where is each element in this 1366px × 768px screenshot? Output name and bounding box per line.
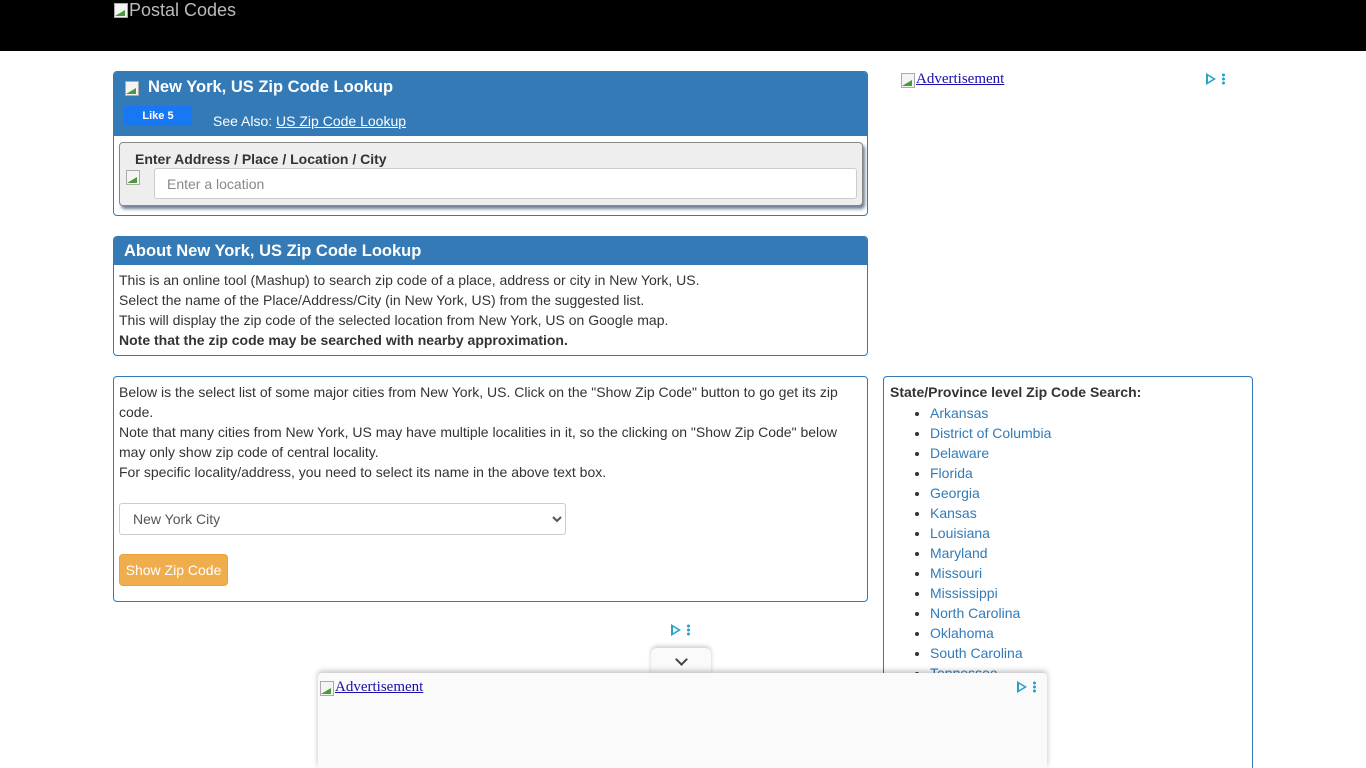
list-item [930, 643, 1051, 663]
top-navbar [0, 0, 1366, 51]
lookup-panel [113, 71, 868, 216]
about-line: This is an online tool (Mashup) to search zip code of a place, address or city in New York, US. [119, 272, 700, 288]
adchoices-play-icon [1017, 681, 1027, 693]
city-instructions-1: Below is the select list of some major cities from New York, US. Click on the "Show Zip Code" button to go get its zip code. [119, 384, 838, 420]
see-also-link[interactable]: US Zip Code Lookup [276, 113, 407, 129]
list-item [930, 483, 1051, 503]
advertisement-link[interactable] [900, 71, 1004, 88]
list-item [930, 543, 1051, 563]
bottom-sticky-ad [318, 673, 1047, 768]
list-item [930, 583, 1051, 603]
list-item [930, 563, 1051, 583]
city-instructions-2: Note that many cities from New York, US may have multiple localities in it, so the clicking on "Show Zip Code" below may only show zip code of central locality. [119, 424, 838, 460]
broken-image-icon [125, 169, 141, 185]
state-link[interactable]: North Carolina [930, 605, 1021, 621]
list-item [930, 443, 1051, 463]
about-panel [113, 236, 868, 356]
list-item [930, 523, 1051, 543]
advertisement-text: Advertisement [916, 71, 1005, 87]
city-instructions-3: For specific locality/address, you need to select its name in the above text box. [119, 464, 607, 480]
broken-image-icon [124, 80, 140, 96]
city-panel-body [114, 377, 867, 487]
see-also-label: See Also: [213, 113, 277, 129]
more-options-icon[interactable] [687, 624, 690, 636]
search-well [119, 142, 863, 206]
page-title [124, 78, 393, 97]
ad-choices[interactable] [1206, 73, 1225, 85]
broken-image-icon [900, 72, 916, 88]
list-item [930, 623, 1051, 643]
lookup-panel-header [114, 72, 867, 136]
about-line: This will display the zip code of the selected location from New York, US on Google map. [119, 312, 669, 328]
location-search-input[interactable] [154, 168, 857, 199]
state-link[interactable]: Oklahoma [930, 625, 994, 641]
state-link[interactable]: Arkansas [930, 405, 989, 421]
state-link[interactable]: Delaware [930, 445, 990, 461]
state-link[interactable]: Florida [930, 465, 973, 481]
search-label: Enter Address / Place / Location / City [135, 151, 387, 167]
state-link[interactable]: Missouri [930, 565, 983, 581]
list-item [930, 463, 1051, 483]
site-logo[interactable] [113, 0, 236, 20]
facebook-like-button[interactable]: Like 5 [124, 106, 192, 126]
list-item [930, 423, 1051, 443]
state-panel-title: State/Province level Zip Code Search: [890, 384, 1142, 400]
more-options-icon[interactable] [1222, 73, 1225, 85]
about-panel-header: About New York, US Zip Code Lookup [114, 237, 867, 265]
list-item [930, 603, 1051, 623]
state-link[interactable]: Kansas [930, 505, 977, 521]
city-select-panel [113, 376, 868, 602]
show-zip-code-button[interactable]: Show Zip Code [119, 554, 228, 586]
adchoices-play-icon [671, 624, 681, 636]
ad-choices[interactable] [1017, 681, 1036, 693]
list-item [930, 403, 1051, 423]
about-line: Select the name of the Place/Address/City (in New York, US) from the suggested list. [119, 292, 645, 308]
more-options-icon[interactable] [1033, 681, 1036, 693]
chevron-down-icon [675, 653, 688, 666]
broken-image-icon [319, 680, 335, 696]
state-link[interactable]: Mississippi [930, 585, 998, 601]
page-title-text: New York, US Zip Code Lookup [148, 78, 394, 96]
advertisement-text: Advertisement [335, 679, 424, 695]
broken-image-icon [113, 2, 129, 18]
logo-alt-text: Postal Codes [129, 0, 237, 20]
ad-choices[interactable] [671, 624, 690, 636]
state-link[interactable]: South Carolina [930, 645, 1023, 661]
about-panel-body [114, 265, 867, 355]
list-item [930, 503, 1051, 523]
advertisement-link[interactable] [319, 679, 423, 696]
collapse-ad-button[interactable] [651, 648, 711, 674]
state-link[interactable]: Maryland [930, 545, 988, 561]
state-list [930, 403, 1051, 683]
adchoices-play-icon [1206, 73, 1216, 85]
see-also [213, 113, 406, 129]
state-link[interactable]: District of Columbia [930, 425, 1052, 441]
city-select[interactable] [119, 503, 566, 535]
about-note: Note that the zip code may be searched with nearby approximation. [119, 332, 568, 348]
state-link[interactable]: Louisiana [930, 525, 990, 541]
state-link[interactable]: Georgia [930, 485, 980, 501]
